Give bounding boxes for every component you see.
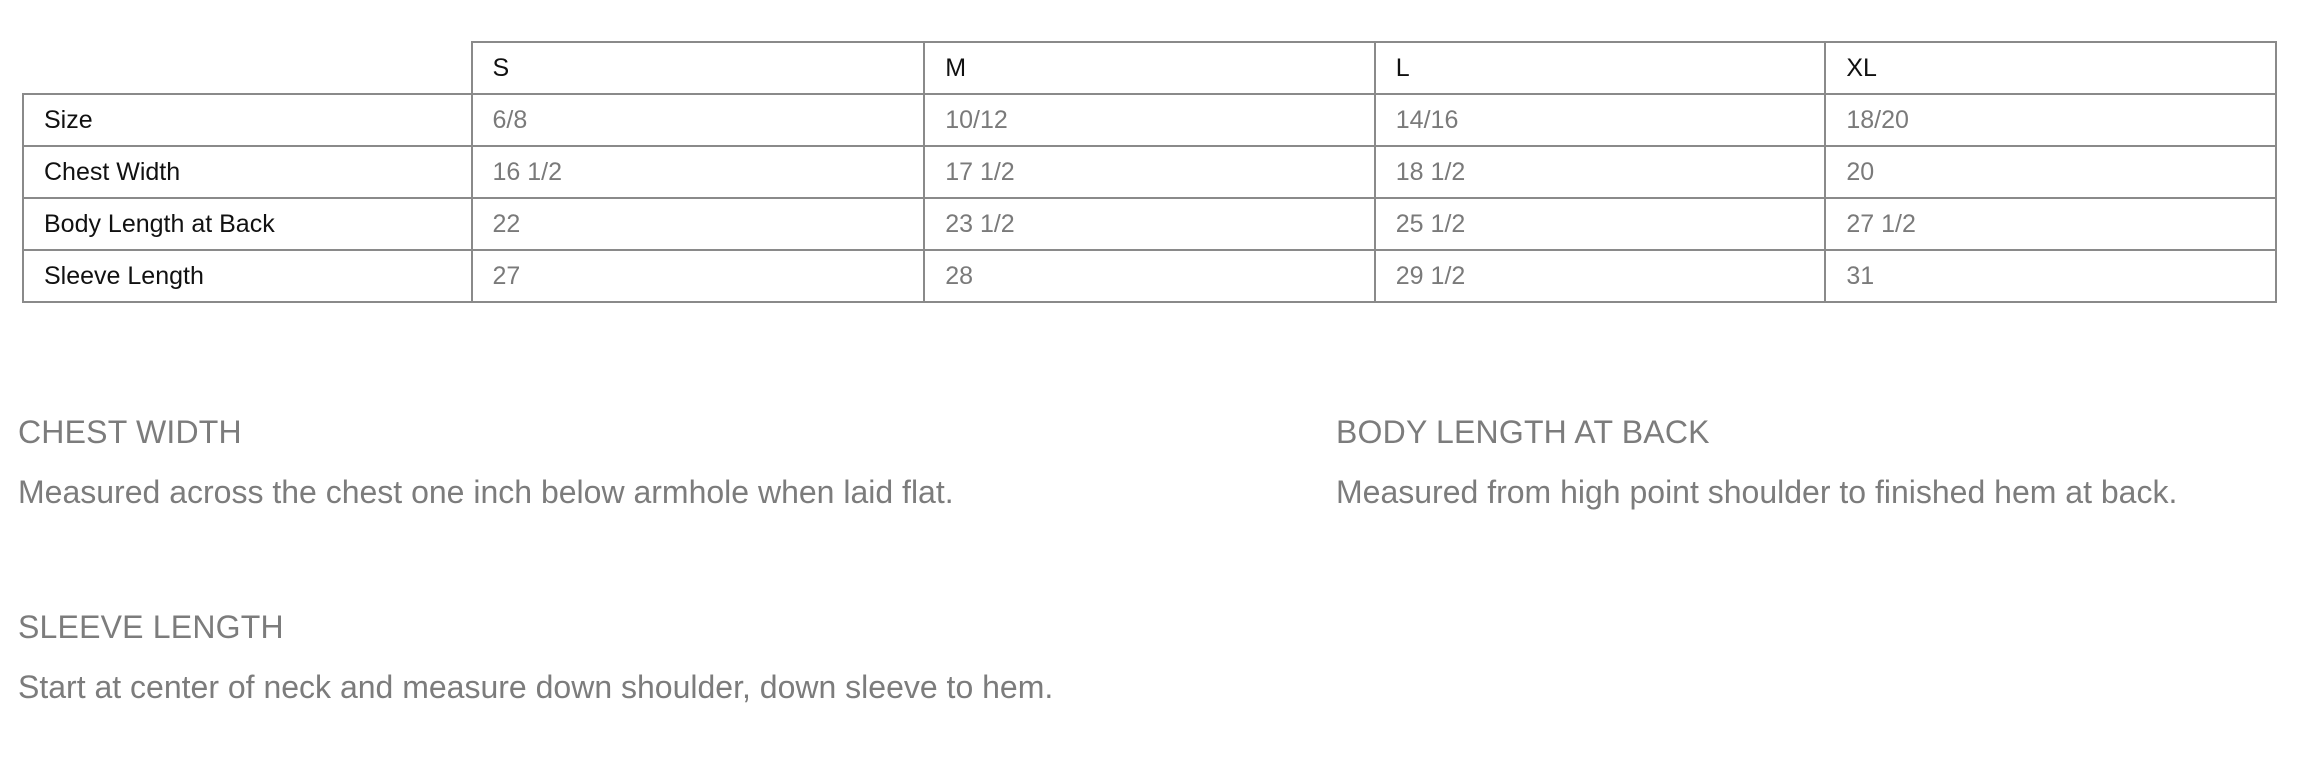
table-cell: 17 1/2 [924, 146, 1375, 198]
size-chart-table [22, 41, 2277, 303]
row-label-size: Size [23, 94, 472, 146]
table-cell: 14/16 [1375, 94, 1826, 146]
table-cell: 25 1/2 [1375, 198, 1826, 250]
row-label-body-length: Body Length at Back [23, 198, 472, 250]
table-cell: 18 1/2 [1375, 146, 1826, 198]
chest-width-description [18, 412, 954, 512]
table-cell: 16 1/2 [472, 146, 925, 198]
table-cell: 27 1/2 [1825, 198, 2276, 250]
column-header-m: M [924, 42, 1375, 94]
table-row [23, 146, 2276, 198]
table-cell: 10/12 [924, 94, 1375, 146]
table-row [23, 94, 2276, 146]
table-cell: 23 1/2 [924, 198, 1375, 250]
table-header-row [23, 42, 2276, 94]
sleeve-length-title: SLEEVE LENGTH [18, 609, 284, 645]
table-row [23, 250, 2276, 302]
chest-width-title: CHEST WIDTH [18, 414, 242, 450]
table-cell: 22 [472, 198, 925, 250]
table-cell: 6/8 [472, 94, 925, 146]
table-cell: 29 1/2 [1375, 250, 1826, 302]
sleeve-length-text: Start at center of neck and measure down shoulder, down sleeve to hem. [18, 669, 1054, 705]
table-cell: 28 [924, 250, 1375, 302]
table-corner-cell [23, 42, 472, 94]
chest-width-text: Measured across the chest one inch below armhole when laid flat. [18, 474, 954, 510]
table-row [23, 198, 2276, 250]
body-length-text: Measured from high point shoulder to finished hem at back. [1336, 474, 2178, 510]
column-header-l: L [1375, 42, 1826, 94]
row-label-sleeve-length: Sleeve Length [23, 250, 472, 302]
body-length-title: BODY LENGTH AT BACK [1336, 414, 1710, 450]
column-header-s: S [472, 42, 925, 94]
table-cell: 20 [1825, 146, 2276, 198]
table-cell: 31 [1825, 250, 2276, 302]
sleeve-length-description [18, 607, 1053, 707]
table-cell: 18/20 [1825, 94, 2276, 146]
row-label-chest-width: Chest Width [23, 146, 472, 198]
table-cell: 27 [472, 250, 925, 302]
column-header-xl: XL [1825, 42, 2276, 94]
body-length-description [1336, 412, 2177, 512]
